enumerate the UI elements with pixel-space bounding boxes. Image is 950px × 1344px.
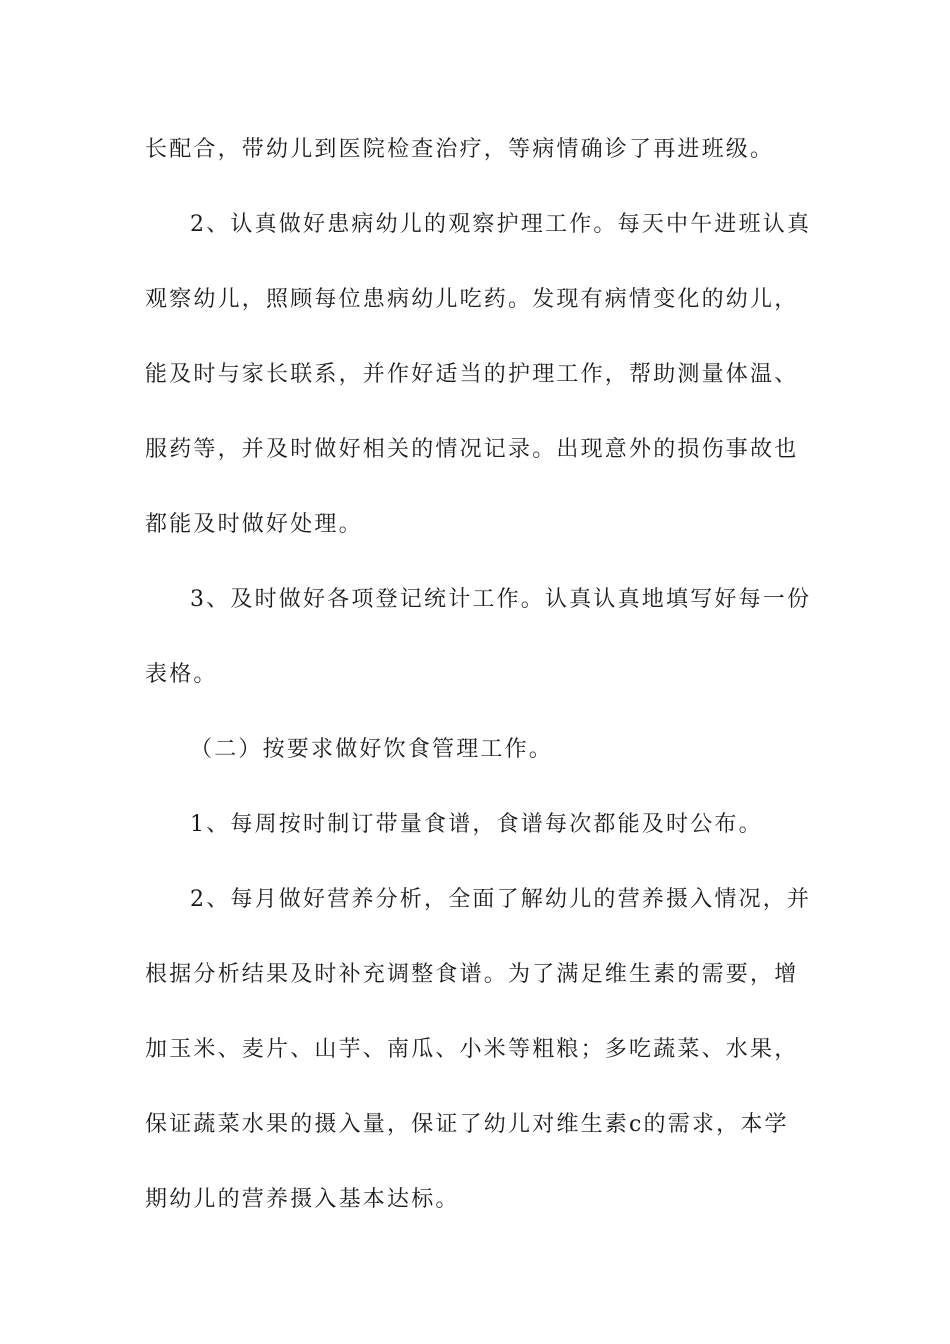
text-line: 根据分析结果及时补充调整食谱。为了满足维生素的需要，增 (145, 962, 799, 987)
text-line: 表格。 (145, 662, 218, 687)
text-line: 服药等，并及时做好相关的情况记录。出现意外的损伤事故也 (145, 437, 799, 462)
text-line: 保证蔬菜水果的摄入量，保证了幼儿对维生素c的需求，本学 (145, 1112, 789, 1137)
text-line: 长配合，带幼儿到医院检查治疗，等病情确诊了再进班级。 (145, 137, 775, 162)
text-line: 2、认真做好患病幼儿的观察护理工作。每天中午进班认真 (190, 212, 812, 237)
text-line: 期幼儿的营养摄入基本达标。 (145, 1187, 460, 1212)
section-heading: （二）按要求做好饮食管理工作。 (190, 737, 554, 762)
text-line: 能及时与家长联系，并作好适当的护理工作，帮助测量体温、 (145, 362, 799, 387)
text-line: 加玉米、麦片、山芋、南瓜、小米等粗粮；多吃蔬菜、水果， (145, 1037, 799, 1062)
text-line: 2、每月做好营养分析，全面了解幼儿的营养摄入情况，并 (190, 887, 812, 912)
text-line: 观察幼儿，照顾每位患病幼儿吃药。发现有病情变化的幼儿， (145, 287, 799, 312)
text-line: 3、及时做好各项登记统计工作。认真认真地填写好每一份 (190, 587, 812, 612)
text-line: 1、每周按时制订带量食谱，食谱每次都能及时公布。 (190, 812, 763, 837)
text-line: 都能及时做好处理。 (145, 512, 363, 537)
